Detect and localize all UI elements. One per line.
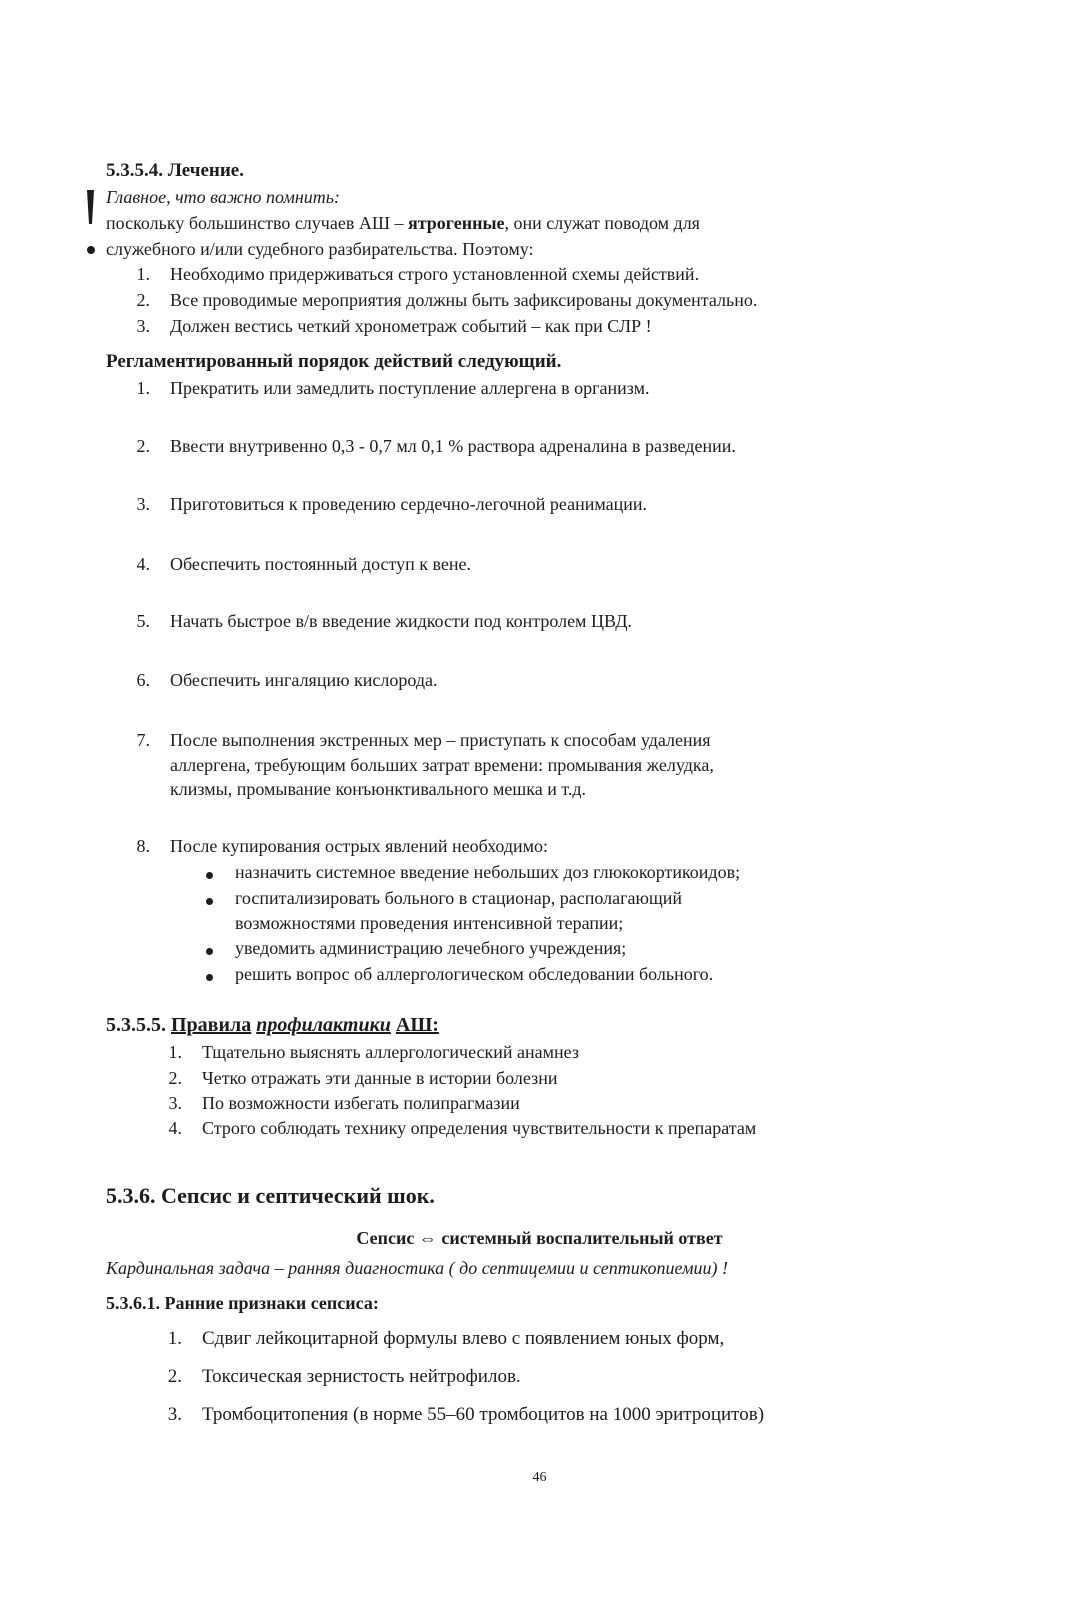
- section-number: 5.3.5.5.: [106, 1014, 166, 1036]
- rule-item: По возможности избегать полипрагмазии: [202, 1093, 520, 1113]
- heading-word-rules: Правила: [171, 1014, 252, 1036]
- sepsis-response: системный воспалительный ответ: [441, 1228, 723, 1248]
- step-number: 5.: [136, 611, 150, 631]
- order-heading: Регламентированный порядок действий следующий.: [106, 351, 562, 372]
- step-item: Прекратить или замедлить поступление аллергена в организм.: [170, 378, 650, 398]
- rule-item: Строго соблюдать технику определения чувствительности к препаратам: [202, 1118, 757, 1138]
- early-sign-item: Токсическая зернистость нейтрофилов.: [202, 1366, 521, 1387]
- step-item: После купирования острых явлений необходимо:: [170, 836, 549, 856]
- intro-text-a: поскольку большинство случаев АШ –: [106, 213, 408, 233]
- step-number: 6.: [136, 670, 150, 690]
- bullet-item: решить вопрос об аллергологическом обследовании больного.: [235, 964, 714, 984]
- sepsis-word: Сепсис: [356, 1228, 415, 1248]
- early-sign-number: 2.: [167, 1366, 182, 1387]
- heading-word-prophylaxis: профилактики: [256, 1014, 391, 1036]
- step-item: Обеспечить постоянный доступ к вене.: [170, 554, 472, 574]
- list-number: 1.: [136, 264, 150, 284]
- step-number: 7.: [136, 730, 150, 750]
- step-item: Обеспечить ингаляцию кислорода.: [170, 670, 438, 690]
- bullet: [206, 974, 213, 981]
- rule-number: 1.: [168, 1042, 182, 1062]
- section-heading-536: 5.3.6. Сепсис и септический шок.: [106, 1183, 435, 1208]
- page-number: 46: [532, 1470, 547, 1485]
- exclamation-icon: [86, 190, 95, 238]
- step-item-line: клизмы, промывание конъюнктивального мешка и т.д.: [170, 779, 587, 799]
- step-number: 3.: [136, 494, 150, 514]
- list-item: Все проводимые мероприятия должны быть зафиксированы документально.: [170, 290, 758, 310]
- list-item: Должен вестись четкий хронометраж событий – как при СЛР !: [170, 316, 652, 336]
- list-item: Необходимо придерживаться строго установленной схемы действий.: [170, 264, 700, 284]
- early-signs-heading: 5.3.6.1. Ранние признаки сепсиса:: [106, 1293, 379, 1313]
- step-number: 1.: [136, 378, 150, 398]
- step-item: Начать быстрое в/в введение жидкости под контролем ЦВД.: [170, 611, 633, 631]
- intro-paragraph-line2: служебного и/или судебного разбирательства. Поэтому:: [106, 239, 534, 259]
- step-number: 4.: [136, 554, 150, 574]
- bullet: [206, 872, 213, 879]
- step-number: 8.: [136, 836, 150, 856]
- intro-text-c: , они служат поводом для: [504, 213, 700, 233]
- bullet-item-continued: возможностями проведения интенсивной терапии;: [235, 913, 624, 933]
- rule-item: Четко отражать эти данные в истории болезни: [202, 1068, 558, 1088]
- step-item-line: аллергена, требующим больших затрат времени: промывания желудка,: [170, 755, 714, 775]
- cardinal-task: Кардинальная задача – ранняя диагностика ( до септицемии и септикопиемии) !: [106, 1258, 728, 1278]
- list-number: 3.: [136, 316, 150, 336]
- bullet-item: назначить системное введение небольших доз глюкокортикоидов;: [235, 862, 741, 882]
- rule-number: 3.: [168, 1093, 182, 1113]
- bullet-item: уведомить администрацию лечебного учреждения;: [235, 938, 627, 958]
- step-item: Ввести внутривенно 0,3 - 0,7 мл 0,1 % раствора адреналина в разведении.: [170, 436, 736, 456]
- step-item: Приготовиться к проведению сердечно-легочной реанимации.: [170, 494, 648, 514]
- bullet: [206, 898, 213, 905]
- intro-text-iatrogenic: ятрогенные: [407, 213, 505, 233]
- intro-paragraph-line1: [106, 213, 700, 234]
- rule-number: 4.: [168, 1118, 182, 1138]
- rule-item: Тщательно выяснять аллергологический анамнез: [202, 1042, 579, 1062]
- section-heading-5354: 5.3.5.4. Лечение.: [106, 160, 244, 181]
- step-item-line: После выполнения экстренных мер – приступать к способам удаления: [170, 730, 711, 750]
- step-number: 2.: [136, 436, 150, 456]
- remember-line: Главное, что важно помнить:: [106, 187, 340, 207]
- early-sign-item: Сдвиг лейкоцитарной формулы влево с появлением юных форм,: [202, 1328, 725, 1349]
- section-heading-5355: [106, 1014, 439, 1037]
- list-number: 2.: [136, 290, 150, 310]
- bullet: [206, 948, 213, 955]
- double-arrow-icon: ⇔: [418, 1228, 437, 1248]
- early-sign-number: 3.: [167, 1404, 182, 1425]
- early-sign-item: Тромбоцитопения (в норме 55–60 тромбоцитов на 1000 эритроцитов): [202, 1404, 765, 1425]
- heading-word-as: АШ:: [395, 1014, 439, 1036]
- exclamation-dot: [87, 246, 95, 254]
- bullet-item: госпитализировать больного в стационар, располагающий: [235, 888, 683, 908]
- early-sign-number: 1.: [167, 1328, 182, 1349]
- rule-number: 2.: [168, 1068, 182, 1088]
- sepsis-definition: [0, 1228, 1079, 1249]
